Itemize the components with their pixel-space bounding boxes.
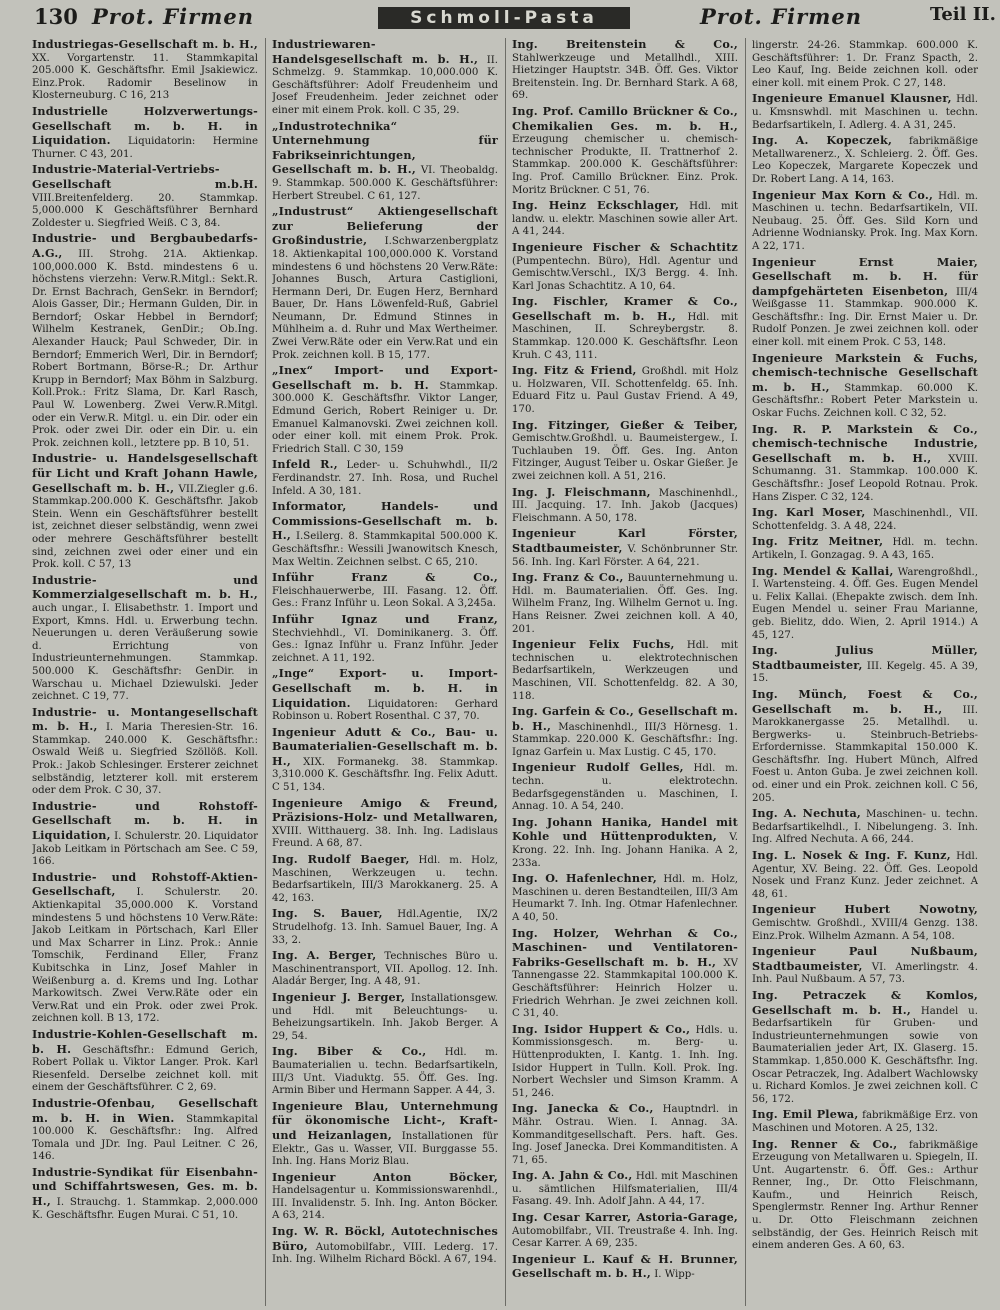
company-details: Installationen für Elektr., Gas u. Wasser, VII. Burggasse 55. Inh. Ing. Hans Moriz Blau. — [272, 1130, 498, 1168]
company-details: Liquidatoren: Gerhard Robinson u. Robert Rosenthal. C 37, 70. — [272, 698, 498, 723]
company-name: Ingenieur Ernst Maier, Gesellschaft m. b. H. für dampfgehärteten Eisenbeton, — [752, 254, 978, 298]
company-entry — [512, 927, 738, 1021]
company-name: „Industrust“ Aktiengesellschaft zur Belieferung der Großindustrie, — [272, 204, 498, 248]
company-name: Industrie- und Kommerzialgesellschaft m. b. H., — [32, 572, 258, 602]
page-number: 130 — [34, 4, 78, 29]
company-entry — [512, 199, 738, 239]
company-name: „Industrotechnika“ Unternehmung für Fabrikseinrichtungen, Gesellschaft m. b. H., — [272, 118, 498, 177]
company-name: Industriegas-Gesellschaft m. b. H., — [32, 38, 258, 51]
company-details: Automobilfabr., VII. Treustraße 4. Inh. Ing. Cesar Karrer. A 69, 235. — [512, 1225, 738, 1250]
company-entry — [512, 1211, 738, 1251]
company-details: Großhdl. mit Holz u. Holzwaren, VII. Schottenfeldg. 65. Inh. Eduard Fitz u. Paul Gustav Friend. A 49, 170. — [512, 366, 738, 416]
listing-columns — [32, 38, 992, 1306]
company-details: Maschinenhdl., III. Jacquing. 17. Inh. Jakob (Jacques) Fleischmann. A 50, 178. — [512, 487, 738, 524]
company-entry — [32, 105, 258, 161]
company-name: Ing. O. Hafenlechner, — [512, 871, 657, 886]
company-details: VII.Ziegler g.6. Stammkap.200.000 K. Geschäftsfhr. Jakob Stein. Wenn ein Geschäftsführer bestellt ist, zeichnet dieser selbständig, wenn zwei oder mehrere Geschäftsführer bestellt sind, zeichnen zwei oder einer und ein Prok. koll. C 57, 13 — [32, 483, 258, 571]
company-details: Hdl. mit Maschinen u. sämtlichen Hilfsmaterialien, III/4 Fasang. 49. Inh. Adolf Jahn. A 44, 17. — [512, 1171, 738, 1208]
column-4 — [752, 38, 978, 1306]
company-details: Hdl.Agentie, IX/2 Strudelhofg. 13. Inh. Samuel Bauer, Ing. A 33, 2. — [272, 909, 498, 946]
company-name: Ing. Petraczek & Komlos, Gesellschaft m. b. H., — [752, 987, 978, 1017]
company-name: Ing. Karl Moser, — [752, 505, 866, 520]
publisher-banner: Schmoll-Pasta — [378, 7, 630, 29]
company-details: Maschinenhdl., VII. Schottenfeldg. 3. A 48, 224. — [752, 508, 978, 532]
company-details: III. Marokkanergasse 25. Metallhdl. u. Bergwerks- u. Steinbruch-Betriebs-Erfordernisse. Stammkapital 150.000 K. Geschäftsfhr. Ing. Hubert Münch, Alfred Foest u. Anton Guba. Je zwei zeichnen koll. od. einer und ein Prok. zeichnen koll. C 56, 205. — [752, 704, 978, 804]
company-entry — [752, 849, 978, 901]
company-entry — [272, 991, 498, 1043]
company-name: Ing. Franz & Co., — [512, 570, 624, 585]
company-entry — [512, 816, 738, 870]
company-entry — [752, 92, 978, 132]
company-entry — [272, 667, 498, 723]
company-name: Ing. Heinz Eckschlager, — [512, 198, 680, 213]
company-name: Ing. Fitz & Friend, — [512, 363, 637, 378]
company-name: Industrielle Holzverwertungs-Gesellschaft m. b. H. in Liquidation. — [32, 103, 258, 148]
company-entry — [752, 903, 978, 943]
company-entry — [512, 1023, 738, 1101]
company-details: Hdls. u. Kommissionsgesch. m. Berg- u. Hüttenprodukten, I. Kantg. 1. Inh. Ing. Isidor Huppert in Tulln. Koll. Prok. Ing. Norbert Wechsler und Simson Kramm. A 51, 246. — [512, 1024, 738, 1099]
company-entry — [272, 120, 498, 204]
company-name: Industriewaren-Handelsgesellschaft m. b. H., — [272, 38, 479, 66]
column-divider — [505, 38, 506, 1306]
company-details: II. Schmelzg. 9. Stammkap. 10,000.000 K. Geschäftsführer: Adolf Freudenheim und Josef Freudenheim. Jeder zeichnet oder einer mit einem Prok. koll. C 35, 29. — [272, 54, 498, 116]
company-name: Ing. Renner & Co., — [752, 1136, 898, 1151]
company-entry — [512, 364, 738, 416]
company-details: Hdl. m. Baumaterialien u. techn. Bedarfsartikeln, III/3 Unt. Viaduktg. 55. Öff. Ges. Ing. Armin Biber und Hermann Sapper. A 44, 3. — [272, 1047, 498, 1097]
company-name: Ing. Emil Plewa, — [752, 1107, 859, 1122]
company-details: XIX. Formanekg. 38. Stammkap. 3,310.000 K. Geschäftsfhr. Ing. Felix Adutt. C 51, 134. — [272, 756, 498, 794]
company-name: Ingenieur J. Berger, — [272, 989, 406, 1004]
part-label: Teil II. — [930, 4, 996, 25]
company-details: Stechviehhdl., VI. Dominikanerg. 3. Öff. Ges.: Ignaz Inführ u. Franz Inführ. Jeder zeichnet. A 11, 192. — [272, 627, 498, 664]
company-details: Handel u. Bedarfsartikeln für Gruben- und Industrieunternehmungen sowie von Baumaterialien jeder Art, IX. Glaserg. 15. Stammkap. 1,850.000 K. Geschäftsfhr. Ing. Oscar Petraczek, Ing. Adalbert Wachlowsky u. Richard Komlos. Je zwei zeichnen koll. C 56, 172. — [752, 1005, 978, 1105]
company-entry — [272, 1171, 498, 1223]
company-entry — [752, 134, 978, 186]
company-name: Ingenieur Paul Nußbaum, Stadtbaumeister, — [752, 944, 978, 973]
company-details: I.Schwarzenbergplatz 18. Aktienkapital 100,000.000 K. Vorstand mindestens 6 und höchstens 20 Verw.Räte: Johannes Busch, Artura Castiglioni, Hermann Deri, Dr. Eugen Herz, Bernhard Bauer, Dr. Hans Löwenfeld-Ruß, Gabriel Neumann, Dr. Edmund Stinnes in Mühlheim a. d. Ruhr und Max Wertheimer. Zwei Verw.Räte oder ein Verw.Rat und ein Prok. zeichnen koll. B 15, 177. — [272, 236, 498, 361]
company-entry — [512, 105, 738, 197]
column-divider — [745, 38, 746, 1306]
company-entry — [752, 945, 978, 987]
company-name: Ingenieur Adutt & Co., Bau- u. Baumaterialien-Gesellschaft m. b. H., — [272, 724, 498, 768]
company-name: Inführ Ignaz und Franz, — [272, 611, 498, 626]
company-entry — [272, 797, 498, 851]
company-entry — [752, 688, 978, 805]
running-title-right: Prot. Firmen — [700, 4, 862, 29]
company-entry — [32, 163, 258, 230]
company-entry — [512, 638, 738, 703]
company-name: Industrie- und Rohstoff-Aktien-Gesellschaft, — [32, 869, 258, 899]
company-details: Hdl. m. Holz, Maschinen u. deren Bestandteilen, III/3 Am Heumarkt 7. Inh. Ing. Otmar Hafenlechner. A 40, 50. — [512, 874, 738, 923]
company-name: Industrie- u. Montangesellschaft m. b. H., — [32, 704, 258, 734]
company-name: Ingenieure Fischer & Schachtitz — [512, 239, 738, 254]
company-details: Hdl. u. Kmsnswhdl. mit Maschinen u. techn. Bedarfsartikeln, I. Adlerg. 4. A 31, 245. — [752, 94, 978, 131]
company-entry — [272, 1045, 498, 1097]
company-details: Hdl. Agentur, XV. Being. 22. Öff. Ges. Leopold Nosek und Franz Kunz. Jeder zeichnet. A 48, 61. — [752, 851, 978, 900]
company-entry — [512, 761, 738, 813]
company-entry — [512, 241, 738, 293]
company-name: Infeld R., — [272, 457, 338, 472]
company-name: „Inge“ Export- u. Import-Gesellschaft m. b. H. in Liquidation. — [272, 666, 498, 710]
company-name: Ing. Biber & Co., — [272, 1044, 427, 1059]
column-2 — [272, 38, 498, 1306]
company-name: Industrie-Kohlen-Gesellschaft m. b. H. — [32, 1026, 258, 1056]
company-entry — [752, 644, 978, 686]
company-details: Gemischtw.Großhdl. u. Baumeistergew., I. Tuchlauben 19. Öff. Ges. Ing. Anton Fitzinger, August Teiber u. Oskar Gießer. Je zwei zeichnen koll. A 51, 216. — [512, 433, 738, 482]
company-entry — [512, 872, 738, 924]
company-entry — [752, 506, 978, 533]
company-entry — [272, 38, 498, 118]
company-name: Ing. Johann Hanika, Handel mit Kohle und Hüttenprodukten, — [512, 814, 738, 844]
company-details: Hdl. m. Holz, Maschinen, Werkzeugen u. techn. Bedarfsartikeln, III/3 Marokkanerg. 25. A 42, 163. — [272, 855, 498, 904]
company-name: Industrie- und Bergbaubedarfs-A.G., — [32, 231, 258, 260]
company-details: Hdl. mit Maschinen, II. Schreybergstr. 8. Stammkap. 120.000 K. Geschäftsfhr. Leon Kruh. C 43, 111. — [512, 311, 738, 361]
column-3 — [512, 38, 738, 1306]
company-entry — [32, 38, 258, 103]
company-name: „Inex“ Import- und Export-Gesellschaft m. b. H. — [272, 363, 498, 392]
page-header — [0, 0, 1000, 36]
company-entry — [272, 1100, 498, 1169]
company-details: Fleischhauerwerbe, III. Fasang. 12. Öff. Ges.: Franz Inführ u. Leon Sokal. A 3,245a. — [272, 585, 498, 610]
company-details: fabrikmäßige Metallwarenerz., X. Schleierg. 2. Öff. Ges. Leo Kopeczek, Margarete Kopeczek und Dr. Robert Lang. A 14, 163. — [752, 136, 978, 185]
company-details: I. Wipp- — [654, 1269, 695, 1281]
company-name: Industrie- u. Handelsgesellschaft für Licht und Kraft Johann Hawle, Gesellschaft m. b. H., — [32, 451, 258, 495]
company-name: Ing. Fischler, Kramer & Co., Gesellschaft m. b. H., — [512, 294, 738, 323]
company-name: Ingenieur Karl Förster, Stadtbaumeister, — [512, 526, 738, 555]
company-entry — [752, 989, 978, 1106]
company-entry — [512, 295, 738, 362]
company-entry — [32, 1166, 258, 1222]
company-details: Hdl. m. Maschinen u. techn. Bedarfsartikeln, VII. Neubaug. 25. Öff. Ges. Sild Korn und Adrienne Wodniansky. Prok. Ing. Max Korn. A 22, 171. — [752, 190, 978, 252]
company-details: Liquidatorin: Hermine Thurner. C 43, 201. — [32, 136, 258, 160]
company-details: lingerstr. 24-26. Stammkap. 600.000 K. Geschäftsführer: 1. Dr. Franz Spacth, 2. Leo Kauf, Ing. Beide zeichnen koll. oder einer koll. mit einem Prok. C 27, 148. — [752, 40, 978, 89]
company-details: XVIII. Schumanng. 31. Stammkap. 100.000 K. Geschäftsfhr.: Josef Leopold Rotnau. Prok. Hans Zisper. C 32, 124. — [752, 453, 978, 503]
company-name: Ing. W. R. Böckl, Autotechnisches Büro, — [272, 1224, 498, 1253]
company-details: Handelsagentur u. Kommissionswarenhdl., III. Invalidenstr. 5. Inh. Ing. Anton Böcker. A 63, 214. — [272, 1185, 498, 1222]
company-entry — [272, 907, 498, 947]
company-name: Ing. Mendel & Kallai, — [752, 563, 894, 578]
company-details: Stammkapital 100.000 K. Geschäftsfhr.: Ing. Alfred Tomala und JDr. Ing. Paul Leitner. C 26, 146. — [32, 1113, 258, 1163]
company-details: VIII.Breitenfelderg. 20. Stammkap. 5,000.000 K Geschäftsführer Bernhard Zoldester u. Siegfried Weiß. C 3, 84. — [32, 192, 258, 229]
company-name: Industrie-Material-Vertriebs-Gesellschaft m.b.H. — [32, 162, 258, 191]
company-entry — [752, 1108, 978, 1135]
company-details: Technisches Büro u. Maschinentransport, VII. Apollog. 12. Inh. Aladár Berger, Ing. A 48, 91. — [272, 951, 498, 988]
company-entry — [272, 500, 498, 569]
company-details: I. Schulerstr. 20. Liquidator Jakob Leitkam in Pörtschach am See. C 59, 166. — [32, 831, 258, 868]
company-details: Installationsgew. und Hdl. mit Beleuchtungs- u. Beheizungsartikeln. Inh. Jakob Berger. A 29, 54. — [272, 992, 498, 1042]
company-details: Gemischtw. Großhdl., XVIII/4 Genzg. 138. Einz.Prok. Wilhelm Azmann. A 54, 108. — [752, 918, 978, 942]
company-name: Ing. Janecka & Co., — [512, 1101, 654, 1116]
company-entry — [32, 800, 258, 869]
company-details: Maschinenhdl., III/3 Hörnesg. 1. Stammkap. 220.000 K. Geschäftsfhr.: Ing. Ignaz Garfein u. Max Lustig. C 45, 170. — [512, 721, 738, 758]
company-entry — [272, 853, 498, 905]
company-name: Ing. Julius Müller, Stadtbaumeister, — [752, 643, 978, 672]
company-name: Ingenieure Markstein & Fuchs, chemisch-technische Gesellschaft m. b. H., — [752, 350, 978, 394]
company-name: Ingenieur Rudolf Gelles, — [512, 760, 684, 775]
company-name: Ing. A. Nechuta, — [752, 806, 861, 821]
company-details: III. Kegelg. 45. A 39, 15. — [752, 660, 978, 685]
running-title-left: Prot. Firmen — [92, 4, 254, 29]
company-name: Ing. R. P. Markstein & Co., chemisch-technische Industrie, Gesellschaft m. b. H., — [752, 421, 978, 465]
company-entry — [32, 706, 258, 798]
company-details: XX. Vorgartenstr. 11. Stammkapital 205.000 K. Geschäftsfhr. Emil Jsakiewicz. Einz.Prok. Radomir Beselinow in Klosterneuburg. C 16, 213 — [32, 52, 258, 102]
company-name: Ing. Fritz Meitner, — [752, 534, 884, 549]
company-details: Geschäftsfhr.: Edmund Gerich, Robert Pollak u. Viktor Langer. Prok. Karl Riesenfeld. Derselbe zeichnet koll. mit einem der Geschäftsführer. C 2, 69. — [32, 1044, 258, 1094]
company-details: Hdl. mit technischen u. elektrotechnischen Bedarfsartikeln, Werkzeugen und Maschinen, VII. Schottenfeldg. 82. A 30, 118. — [512, 640, 738, 702]
company-name: Ingenieur Max Korn & Co., — [752, 187, 934, 202]
company-details: Hdl. m. techn. u. elektrotechn. Bedarfsgegenständen u. Maschinen, I. Annag. 10. A 54, 240. — [512, 763, 738, 813]
company-details: V. Krong. 22. Inh. Ing. Johann Hanika. A 2, 233a. — [512, 832, 738, 869]
company-name: Ing. Isidor Huppert & Co., — [512, 1021, 691, 1036]
company-entry — [32, 871, 258, 1026]
company-entry — [512, 1253, 738, 1282]
company-details: Hdl. m. techn. Artikeln, I. Gonzagag. 9. A 43, 165. — [752, 537, 978, 561]
company-entry — [272, 458, 498, 498]
company-entry — [272, 949, 498, 989]
company-entry — [272, 205, 498, 362]
company-entry — [272, 726, 498, 795]
company-entry — [752, 189, 978, 254]
company-entry — [32, 452, 258, 571]
company-name: Ing. L. Nosek & Ing. F. Kunz, — [752, 848, 951, 863]
company-entry — [32, 1028, 258, 1095]
company-name: Ingenieure Blau, Unternehmung für ökonomische Licht-, Kraft- und Heizanlagen, — [272, 1098, 498, 1142]
company-name: Ing. Holzer, Wehrhan & Co., Maschinen- und Ventilatoren-Fabriks-Gesellschaft m. b. H., — [512, 925, 738, 969]
company-entry — [752, 38, 978, 90]
company-name: Ing. Fitzinger, Gießer & Teiber, — [512, 417, 738, 432]
company-name: Informator, Handels- und Commissions-Gesellschaft m. b. H., — [272, 499, 498, 543]
company-entry — [272, 571, 498, 611]
company-name: Industrie- und Rohstoff-Gesellschaft m. b. H. in Liquidation, — [32, 798, 258, 843]
company-details: Hdl. mit landw. u. elektr. Maschinen sowie aller Art. A 41, 244. — [512, 201, 738, 238]
company-entry — [272, 364, 498, 456]
company-entry — [512, 527, 738, 569]
company-name: Ing. Garfein & Co., Gesellschaft m. b. H., — [512, 704, 738, 733]
company-entry — [752, 256, 978, 350]
company-entry — [32, 1097, 258, 1164]
company-details: I. Strauchg. 1. Stammkap. 2,000.000 K. Geschäftsfhr. Eugen Murai. C 51, 10. — [32, 1197, 258, 1221]
company-entry — [512, 38, 738, 103]
company-name: Ingenieure Emanuel Klausner, — [752, 91, 952, 106]
company-entry — [512, 1102, 738, 1167]
column-divider — [265, 38, 266, 1306]
company-name: Ing. Prof. Camillo Brückner & Co., Chemikalien Ges. m. b. H., — [512, 103, 738, 133]
company-name: Ing. Breitenstein & Co., — [512, 38, 738, 51]
company-details: Stammkap. 300.000 K. Geschäftsfhr. Viktor Langer, Edmund Gerich, Robert Reiniger u. Dr. Emanuel Kalmanovski. Zwei zeichnen koll. oder einer koll. mit einem Prok. Prok. Friedrich Stall. C 30, 159 — [272, 380, 498, 455]
company-details: fabrikmäßige Erz. von Maschinen und Motoren. A 25, 132. — [752, 1110, 978, 1134]
company-name: Inführ Franz & Co., — [272, 570, 498, 585]
company-entry — [752, 352, 978, 421]
company-name: Ing. S. Bauer, — [272, 906, 383, 921]
company-name: Ingenieur Felix Fuchs, — [512, 637, 675, 652]
company-details: VI. Amerlingstr. 4. Inh. Paul Nußbaum. A 57, 73. — [752, 961, 978, 986]
company-name: Industrie-Syndikat für Eisenbahn- und Schiffahrtswesen, Ges. m. b. H., — [32, 1164, 258, 1209]
company-details: Leder- u. Schuhwhdl., II/2 Ferdinandstr. 27. Inh. Rosa, und Ruchel Infeld. A 30, 181. — [272, 460, 498, 497]
company-entry — [752, 565, 978, 643]
company-details: Automobilfabr., VIII. Lederg. 17. Inh. Ing. Wilhelm Richard Böckl. A 67, 194. — [272, 1241, 498, 1266]
company-details: V. Schönbrunner Str. 56. Inh. Ing. Karl Förster. A 64, 221. — [512, 543, 738, 568]
company-entry — [512, 571, 738, 636]
company-entry — [752, 807, 978, 847]
company-name: Ing. Cesar Karrer, Astoria-Garage, — [512, 1210, 738, 1225]
company-entry — [32, 232, 258, 450]
company-entry — [752, 423, 978, 505]
company-entry — [512, 1169, 738, 1209]
company-details: Warengroßhdl., I. Wartensteing. 4. Öff. Ges. Eugen Mendel u. Felix Kallai. (Ehepakte zwisch. dem Inh. Eugen Mendel u. seiner Frau Marianne, geb. Bielitz, ddo. Wien, 2. April 1914.) A 45, 127. — [752, 566, 978, 641]
company-name: Ing. Münch, Foest & Co., Gesellschaft m. b. H., — [752, 686, 978, 716]
company-details: Maschinen- u. techn. Bedarfsartikelhdl., I. Nibelungeng. 3. Inh. Ing. Alfred Nechuta. A 66, 244. — [752, 809, 978, 846]
company-details: I.Seilerg. 8. Stammkapital 500.000 K. Geschäftsfhr.: Wessili Jwanowitsch Knesch, Max Weltin. Zeichnen selbst. C 65, 210. — [272, 531, 498, 568]
company-name: Ing. Rudolf Baeger, — [272, 852, 410, 867]
company-entry — [272, 1225, 498, 1267]
company-details: III/4 Weißgasse 11. Stammkap. 900.000 K. Geschäftsfhr.: Ing. Dir. Ernst Maier u. Dr. Rudolf Ponzen. Je zwei zeichnen koll. oder einer koll. mit einem Prok. C 53, 148. — [752, 286, 978, 349]
company-name: Industrie-Ofenbau, Gesellschaft m. b. H. in Wien. — [32, 1095, 258, 1125]
company-name: Ing. A. Jahn & Co., — [512, 1168, 633, 1183]
company-details: Bauunternehmung u. Hdl. m. Baumaterialien. Öff. Ges. Ing. Wilhelm Franz, Ing. Wilhelm Gernot u. Ing. Hans Reisner. Zwei zeichnen koll. A 40, 201. — [512, 573, 738, 635]
company-details: I. Maria Theresien-Str. 16. Stammkap. 240.000 K. Geschäftsfhr.: Oswald Weiß u. Siegfried Szöllöß. Koll. Prok.: Jakob Schlesinger. Ersterer zeichnet selbständig, letzterer koll. mit ersterem oder dem Prok. C 30, 37. — [32, 722, 258, 797]
company-details: Erzeugung chemischer u. chemisch-technischer Produkte, II. Trattnerhof 2. Stammkap. 200.000 K. Geschäftsführer: Ing. Prof. Camillo Brückner. Einz. Prok. Moritz Brückner. C 51, 76. — [512, 134, 738, 196]
company-details: I. Schulerstr. 20. Aktienkapital 35,000.000 K. Vorstand mindestens 5 und höchstens 10 Verw.Räte: Jakob Leitkam in Pörtschach, Karl Eller und Max Scharrer in Linz. Prok.: Annie Tomschik, Ferdinand Eller, Franz Kubitschka in Linz, Josef Mahler in Weißenburg a. d. Krems und Ing. Lothar Markowitsch. Zwei Verw.Räte oder ein Verw.Rat und ein Prok. oder zwei Prok. zeichnen koll. B 13, 172. — [32, 887, 258, 1025]
company-entry — [512, 705, 738, 759]
company-details: VI. Theobaldg. 9. Stammkap. 500.000 K. Geschäftsführer: Herbert Streubel. C 61, 127. — [272, 165, 498, 202]
company-entry — [272, 613, 498, 665]
company-details: Stammkap. 60.000 K. Geschäftsfhr.: Robert Peter Markstein u. Oskar Fuchs. Zeichnen koll. C 32, 52. — [752, 382, 978, 420]
company-name: Ingenieur L. Kauf & H. Brunner, Gesellschaft m. b. H., — [512, 1251, 738, 1281]
company-details: XV Tannengasse 22. Stammkapital 100.000 K. Geschäftsführer: Heinrich Holzer u. Friedrich Wehrhan. Je zwei zeichnen koll. C 31, 40. — [512, 957, 738, 1020]
company-name: Ing. J. Fleischmann, — [512, 484, 651, 499]
company-details: (Pumpentechn. Büro), Hdl. Agentur und Gemischtw.Verschl., IX/3 Bergg. 4. Inh. Karl Jonas Schachtitz. A 10, 64. — [512, 255, 738, 292]
company-name: Ingenieur Hubert Nowotny, — [752, 902, 978, 917]
company-entry — [512, 419, 738, 484]
company-name: Ing. A. Kopeczek, — [752, 133, 893, 148]
company-entry — [512, 486, 738, 526]
column-1 — [32, 38, 258, 1306]
company-details: XVIII. Witthauerg. 38. Inh. Ing. Ladislaus Freund. A 68, 87. — [272, 825, 498, 850]
company-details: fabrikmäßige Erzeugung von Metallwaren u. Spiegeln, II. Unt. Augartenstr. 6. Öff. Ges.: Arthur Renner, Ing., Dr. Otto Fleischmann, Kaufm., und Heinrich Reisch, Spenglermstr. Renner Ing. Arthur Renner u. Dr. Otto Fleischmann zeichnen selbständig, der Ges. Heinrich Reisch mit einem anderen Ges. A 60, 63. — [752, 1139, 978, 1252]
company-details: Hauptndrl. in Mähr. Ostrau. Wien. I. Annag. 3A. Kommanditgesellschaft. Pers. haft. Ges. Ing. Josef Janecka. Drei Kommanditisten. A 71, 65. — [512, 1104, 738, 1166]
company-details: III. Strohg. 21A. Aktienkap. 100,000.000 K. Bstd. mindestens 6 u. höchstens vierzehn: Verw.R.Mitgl.: Sekt.R. Dr. Ernst Bachrach, GenSekr. in Berndorf; Alois Gasser, Dir.; Hermann Gulden, Dir. in Berndorf; Oskar Hebbel in Berndorf; Wilhelm Kestranek, GenDir.; Ob.Ing. Alexander Hauck; Paul Schweder, Dir. in Berndorf; Emmerich Werl, Dir. in Berndorf; Robert Bortmann, Börse-R.; Dr. Arthur Krupp in Berndorf; Max Böhm in Salzburg. Koll.Prok.: Fritz Slama, Dr. Karl Rasch, Paul W. Lowenberg. Zwei Verw.R.Mitgl. oder ein Verw.R. Mitgl. u. ein Dir. oder ein Prok. oder zwei Dir. oder ein Dir. u. ein Prok. zeichnen koll., letztere pp. B 10, 51. — [32, 248, 258, 449]
company-name: Ingenieure Amigo & Freund, Präzisions-Holz- und Metallwaren, — [272, 795, 498, 825]
company-name: Ing. A. Berger, — [272, 948, 377, 963]
company-entry — [752, 535, 978, 562]
company-name: Ingenieur Anton Böcker, — [272, 1169, 498, 1184]
company-entry — [752, 1138, 978, 1253]
company-details: auch ungar., I. Elisabethstr. 1. Import und Export, Kmns. Hdl. u. Erwerbung techn. Neuerungen u. deren Veräußerung sowie d. Errichtung von Industrieunternehmungen. Stammkap. 500.000 K. Geschäftsfhr: GenDir. in Warschau u. Michael Dziewulski. Jeder zeichnet. C 19, 77. — [32, 602, 258, 703]
company-entry — [32, 574, 258, 704]
company-details: Stahlwerkzeuge und Metallhdl., XIII. Hietzinger Hauptstr. 34B. Öff. Ges. Viktor Breitenstein. Ing. Dr. Bernhard Stark. A 68, 69. — [512, 52, 738, 102]
